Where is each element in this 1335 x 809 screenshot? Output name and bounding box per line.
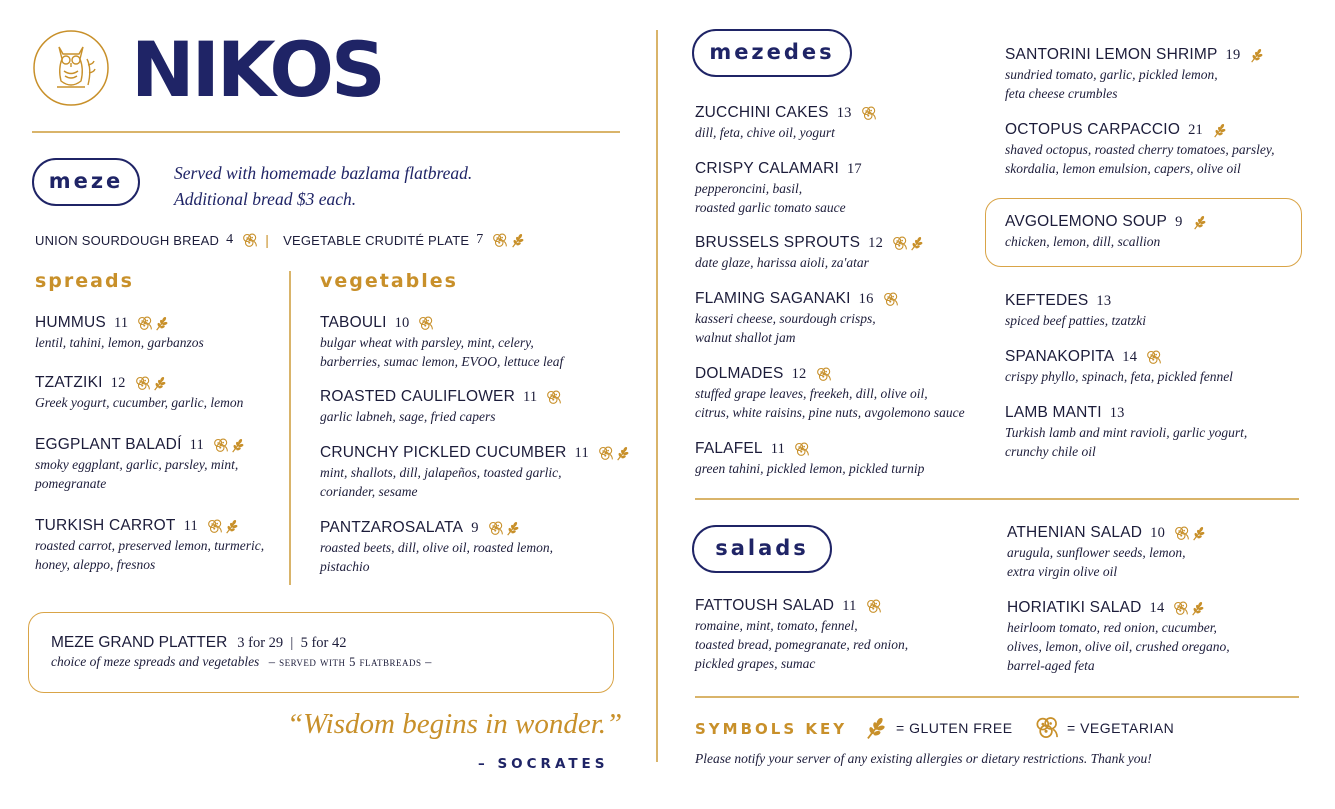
menu-item bbox=[320, 444, 632, 501]
quote-text: “Wisdom begins in wonder.” bbox=[287, 708, 623, 740]
gluten-free-icon bbox=[1212, 123, 1229, 138]
item-name: KEFTEDES bbox=[1005, 292, 1089, 309]
item-name: FATTOUSH SALAD bbox=[695, 597, 835, 614]
item-name: AVGOLEMONO SOUP bbox=[1005, 213, 1168, 230]
allergy-notice: Please notify your server of any existing allergies or dietary restrictions. Thank you! bbox=[695, 751, 1152, 766]
item-name: FALAFEL bbox=[695, 440, 763, 457]
menu-item bbox=[695, 104, 878, 142]
vegetarian-icon bbox=[866, 599, 883, 614]
item-price: 11 bbox=[523, 389, 538, 405]
brand-logo: NIKOS bbox=[131, 25, 383, 114]
item-name: HUMMUS bbox=[35, 314, 106, 331]
vegetarian-icon bbox=[207, 519, 224, 534]
menu-item bbox=[1005, 292, 1146, 330]
vegetarian-icon bbox=[892, 236, 909, 251]
meze-intro-line2: Additional bread $3 each. bbox=[174, 189, 357, 209]
item-desc: roasted beets, dill, olive oil, roasted lemon, bbox=[320, 540, 553, 555]
menu-item bbox=[695, 290, 900, 347]
item-name: FLAMING SAGANAKI bbox=[695, 290, 851, 307]
menu-item bbox=[1005, 121, 1274, 178]
item-desc: chicken, lemon, dill, scallion bbox=[1005, 234, 1161, 249]
spreads-heading: spreads bbox=[35, 270, 134, 292]
item-price: 11 bbox=[842, 598, 857, 614]
menu-item bbox=[35, 374, 243, 412]
item-price: 11 bbox=[770, 441, 786, 457]
item-name: BRUSSELS SPROUTS bbox=[695, 234, 861, 251]
gluten-free-icon bbox=[1190, 601, 1207, 616]
item-price: 10 bbox=[1150, 525, 1166, 541]
vegetarian-icon bbox=[883, 292, 900, 307]
vegetarian-icon bbox=[598, 446, 615, 461]
vegetarian-key bbox=[1035, 716, 1174, 740]
item-price: 11 bbox=[113, 315, 129, 331]
gluten-free-icon bbox=[505, 521, 522, 536]
menu-item bbox=[1005, 213, 1209, 251]
vegetarian-icon bbox=[1146, 350, 1163, 365]
item-name: TABOULI bbox=[320, 314, 387, 331]
menu-item bbox=[320, 519, 553, 576]
item-price: 16 bbox=[858, 291, 874, 307]
menu-item bbox=[695, 234, 926, 272]
item-desc: heirloom tomato, red onion, cucumber, bbox=[1007, 620, 1217, 635]
item-name: PANTZAROSALATA bbox=[320, 519, 464, 536]
item-desc: garlic labneh, sage, fried capers bbox=[320, 409, 496, 424]
item-desc: citrus, white raisins, pine nuts, avgolemono sauce bbox=[695, 405, 965, 420]
item-desc: pomegranate bbox=[35, 476, 107, 491]
mezedes-divider bbox=[695, 498, 1299, 500]
gluten-free-icon bbox=[1191, 526, 1208, 541]
platter-description bbox=[51, 654, 432, 670]
item-desc: crunchy chile oil bbox=[1005, 444, 1096, 459]
item-name: TURKISH CARROT bbox=[35, 517, 176, 534]
item-price: 12 bbox=[110, 375, 126, 391]
vegetarian-icon bbox=[418, 316, 435, 331]
item-desc: date glaze, harissa aioli, za'atar bbox=[695, 255, 869, 270]
gluten-free-icon bbox=[154, 316, 171, 331]
vegetarian-icon bbox=[137, 316, 154, 331]
item-desc: shaved octopus, roasted cherry tomatoes, parsley, bbox=[1005, 142, 1275, 157]
item-price: 17 bbox=[846, 161, 862, 177]
item-desc: stuffed grape leaves, freekeh, dill, olive oil, bbox=[695, 386, 928, 401]
vegetarian-icon bbox=[488, 521, 505, 536]
mezedes-title: mezedes bbox=[692, 29, 852, 77]
bread-item-price: 4 bbox=[226, 232, 234, 247]
vegetarian-icon bbox=[546, 390, 563, 405]
menu-item bbox=[1005, 404, 1247, 461]
item-price: 13 bbox=[836, 105, 852, 121]
gluten-free-label: = GLUTEN FREE bbox=[896, 720, 1013, 736]
item-desc: lentil, tahini, lemon, garbanzos bbox=[35, 335, 204, 350]
gluten-free-icon bbox=[1249, 48, 1266, 63]
meze-intro-line1: Served with homemade bazlama flatbread. bbox=[174, 163, 473, 183]
item-price: 11 bbox=[183, 518, 198, 534]
column-divider bbox=[656, 30, 658, 762]
quote-author: – SOCRATES bbox=[478, 756, 609, 772]
item-desc: crispy phyllo, spinach, feta, pickled fennel bbox=[1005, 369, 1233, 384]
item-price: 11 bbox=[574, 445, 589, 461]
gluten-free-icon bbox=[230, 438, 247, 453]
item-name: LAMB MANTI bbox=[1005, 404, 1102, 421]
menu-item bbox=[695, 440, 924, 478]
item-price: 12 bbox=[868, 235, 884, 251]
gluten-free-icon bbox=[224, 519, 241, 534]
item-desc: dill, feta, chive oil, yogurt bbox=[695, 125, 835, 140]
menu-item bbox=[1007, 599, 1230, 675]
item-name: ZUCCHINI CAKES bbox=[695, 104, 829, 121]
menu-item bbox=[695, 597, 908, 673]
item-price: 9 bbox=[1175, 214, 1183, 230]
item-name: DOLMADES bbox=[695, 365, 784, 382]
platter-title bbox=[51, 634, 346, 652]
owl-logo-icon bbox=[32, 29, 110, 107]
item-price: 21 bbox=[1188, 122, 1203, 138]
gluten-free-icon bbox=[909, 236, 926, 251]
item-price: 13 bbox=[1096, 293, 1112, 309]
meze-intro bbox=[174, 160, 472, 212]
menu-item bbox=[1005, 46, 1266, 103]
item-desc: feta cheese crumbles bbox=[1005, 86, 1118, 101]
item-name: TZATZIKI bbox=[35, 374, 103, 391]
gluten-free-icon bbox=[615, 446, 632, 461]
item-name: ROASTED CAULIFLOWER bbox=[320, 388, 515, 405]
menu-item bbox=[35, 517, 264, 574]
item-desc: kasseri cheese, sourdough crisps, bbox=[695, 311, 876, 326]
bread-row bbox=[35, 232, 527, 248]
menu-item bbox=[320, 388, 563, 426]
platter-name: MEZE GRAND PLATTER bbox=[51, 634, 228, 651]
item-price: 14 bbox=[1122, 349, 1138, 365]
item-desc: spiced beef patties, tzatzki bbox=[1005, 313, 1146, 328]
gluten-free-icon bbox=[1192, 215, 1209, 230]
menu-item bbox=[35, 314, 204, 352]
item-desc: pistachio bbox=[320, 559, 370, 574]
item-name: CRISPY CALAMARI bbox=[695, 160, 839, 177]
item-desc: mint, shallots, dill, jalapeños, toasted garlic, bbox=[320, 465, 562, 480]
item-desc: walnut shallot jam bbox=[695, 330, 796, 345]
platter-price: 3 for 29 | 5 for 42 bbox=[237, 634, 347, 651]
menu-item bbox=[320, 314, 563, 371]
item-price: 10 bbox=[394, 315, 410, 331]
item-desc: romaine, mint, tomato, fennel, bbox=[695, 618, 858, 633]
item-desc: barberries, sumac lemon, EVOO, lettuce leaf bbox=[320, 354, 564, 369]
item-price: 14 bbox=[1149, 600, 1165, 616]
bread-item-name: VEGETABLE CRUDITÉ PLATE bbox=[283, 232, 470, 248]
gluten-free-key bbox=[864, 716, 1013, 740]
vegetarian-icon bbox=[1173, 601, 1190, 616]
vegetarian-icon bbox=[794, 442, 811, 457]
item-name: OCTOPUS CARPACCIO bbox=[1005, 121, 1181, 138]
gluten-free-icon bbox=[152, 376, 169, 391]
spreads-vegetables-divider bbox=[289, 271, 291, 585]
platter-desc: choice of meze spreads and vegetables bbox=[51, 654, 260, 669]
item-price: 9 bbox=[471, 520, 479, 536]
platter-note: – served with 5 flatbreads – bbox=[268, 655, 432, 669]
item-desc: bulgar wheat with parsley, mint, celery, bbox=[320, 335, 534, 350]
header-divider bbox=[32, 131, 620, 133]
item-name: HORIATIKI SALAD bbox=[1007, 599, 1142, 616]
item-desc: roasted garlic tomato sauce bbox=[695, 200, 846, 215]
salads-title: salads bbox=[692, 525, 832, 573]
vegetarian-label: = VEGETARIAN bbox=[1067, 720, 1175, 736]
vegetarian-icon bbox=[492, 233, 509, 248]
salads-divider bbox=[695, 696, 1299, 698]
bread-item-name: UNION SOURDOUGH BREAD bbox=[35, 232, 220, 248]
vegetarian-icon bbox=[816, 367, 833, 382]
item-price: 11 bbox=[189, 437, 204, 453]
menu-item bbox=[1005, 348, 1233, 386]
item-desc: extra virgin olive oil bbox=[1007, 564, 1118, 579]
item-desc: coriander, sesame bbox=[320, 484, 418, 499]
item-price: 13 bbox=[1109, 405, 1125, 421]
vegetarian-icon bbox=[1035, 716, 1061, 740]
menu-item bbox=[1007, 524, 1208, 581]
bread-separator: | bbox=[265, 232, 270, 248]
item-desc: toasted bread, pomegranate, red onion, bbox=[695, 637, 909, 652]
bread-item-price: 7 bbox=[476, 232, 484, 247]
item-name: ATHENIAN SALAD bbox=[1007, 524, 1143, 541]
platter-box bbox=[28, 612, 614, 693]
gluten-free-icon bbox=[510, 233, 527, 248]
menu-item bbox=[35, 436, 247, 493]
symbols-key-title: SYMBOLS KEY bbox=[695, 720, 848, 738]
menu-item bbox=[695, 365, 965, 422]
item-desc: pepperoncini, basil, bbox=[695, 181, 803, 196]
item-desc: honey, aleppo, fresnos bbox=[35, 557, 156, 572]
gluten-free-icon bbox=[864, 716, 890, 740]
item-desc: green tahini, pickled lemon, pickled turnip bbox=[695, 461, 925, 476]
item-desc: Turkish lamb and mint ravioli, garlic yogurt, bbox=[1005, 425, 1248, 440]
item-desc: Greek yogurt, cucumber, garlic, lemon bbox=[35, 395, 244, 410]
vegetarian-icon bbox=[242, 233, 259, 248]
vegetarian-icon bbox=[135, 376, 152, 391]
vegetarian-icon bbox=[213, 438, 230, 453]
item-desc: olives, lemon, olive oil, crushed oregano, bbox=[1007, 639, 1230, 654]
vegetarian-icon bbox=[861, 106, 878, 121]
item-name: SANTORINI LEMON SHRIMP bbox=[1005, 46, 1218, 63]
item-desc: arugula, sunflower seeds, lemon, bbox=[1007, 545, 1186, 560]
item-price: 12 bbox=[791, 366, 807, 382]
item-desc: barrel-aged feta bbox=[1007, 658, 1095, 673]
item-desc: sundried tomato, garlic, pickled lemon, bbox=[1005, 67, 1218, 82]
vegetarian-icon bbox=[1174, 526, 1191, 541]
item-name: SPANAKOPITA bbox=[1005, 348, 1115, 365]
item-desc: skordalia, lemon emulsion, capers, olive oil bbox=[1005, 161, 1241, 176]
item-desc: pickled grapes, sumac bbox=[695, 656, 816, 671]
meze-title: meze bbox=[32, 158, 140, 206]
vegetables-heading: vegetables bbox=[320, 270, 458, 292]
item-name: CRUNCHY PICKLED CUCUMBER bbox=[320, 444, 567, 461]
item-name: EGGPLANT BALADÍ bbox=[35, 436, 182, 453]
item-desc: smoky eggplant, garlic, parsley, mint, bbox=[35, 457, 239, 472]
item-price: 19 bbox=[1225, 47, 1241, 63]
menu-item bbox=[695, 160, 866, 217]
item-desc: roasted carrot, preserved lemon, turmeric, bbox=[35, 538, 265, 553]
